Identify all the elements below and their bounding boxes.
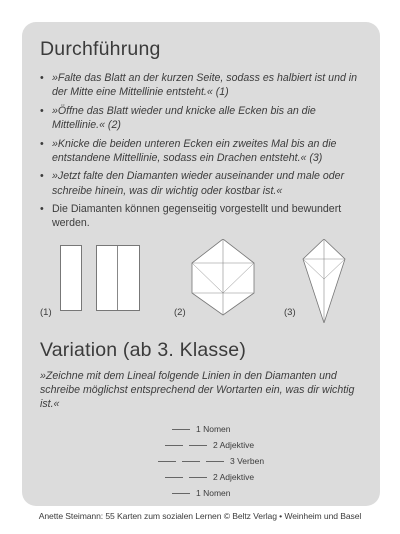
- row-label: Nomen: [203, 423, 231, 434]
- blank-line: [172, 493, 190, 494]
- step-item: • »Öffne das Blatt wieder und knicke alle Ecken bis an die Mittellinie.« (2): [40, 104, 364, 133]
- row-count: 1: [196, 423, 201, 434]
- row-label: Nomen: [203, 487, 231, 498]
- blank-line: [189, 445, 207, 446]
- activity-card: [22, 22, 380, 506]
- blank-line: [158, 461, 176, 462]
- row-label: Adjektive: [219, 439, 255, 450]
- blank-line: [206, 461, 224, 462]
- open-sheet-illustration: [96, 245, 140, 311]
- variation-title: Variation (ab 3. Klasse): [40, 338, 247, 361]
- word-diamond-template: [40, 420, 364, 506]
- blank-line: [165, 445, 183, 446]
- row-count: 3: [230, 455, 235, 466]
- corners-folded-illustration: [190, 239, 256, 317]
- diamond-row: [165, 440, 254, 450]
- section-title: Durchführung: [40, 38, 161, 60]
- row-count: 2: [213, 439, 218, 450]
- row-label: Verben: [237, 455, 265, 466]
- row-count: 1: [196, 487, 201, 498]
- step-item: • Die Diamanten können gegenseitig vorgestellt und bewundert werden.: [40, 202, 364, 231]
- copyright-footer: Anette Steimann: 55 Karten zum sozialen Lernen © Beltz Verlag • Weinheim und Basel: [38, 511, 362, 521]
- step-item: • »Falte das Blatt an der kurzen Seite, sodass es halbiert ist und in der Mitte eine Mittellinie entsteht.« (1): [40, 71, 364, 100]
- variation-text: »Zeichne mit dem Lineal folgende Linien in den Diamanten und schreibe möglichst entsprechend der Wortarten ein, was dir wichtig ist.«: [40, 369, 355, 411]
- folded-sheet-illustration: [60, 245, 82, 311]
- diamond-row: [165, 472, 254, 482]
- diamond-row: [172, 488, 231, 498]
- blank-line: [189, 477, 207, 478]
- diamond-row: [172, 424, 231, 434]
- step-list: [40, 71, 364, 231]
- step-item: • »Knicke die beiden unteren Ecken ein zweites Mal bis an die entstandene Mittellinie, sodass ein Drachen entsteht.« (3): [40, 137, 364, 166]
- blank-line: [165, 477, 183, 478]
- blank-line: [172, 429, 190, 430]
- row-label: Adjektive: [219, 471, 255, 482]
- figure-label-3: (3): [284, 306, 296, 318]
- figure-label-2: (2): [174, 306, 186, 318]
- diamond-row: [158, 456, 264, 466]
- blank-line: [182, 461, 200, 462]
- row-count: 2: [213, 471, 218, 482]
- folding-illustrations: [40, 237, 364, 337]
- step-item: • »Jetzt falte den Diamanten wieder auseinander und male oder schreibe hinein, was dir wichtig oder kostbar ist.«: [40, 169, 364, 198]
- figure-label-1: (1): [40, 306, 52, 318]
- kite-illustration: [302, 239, 346, 323]
